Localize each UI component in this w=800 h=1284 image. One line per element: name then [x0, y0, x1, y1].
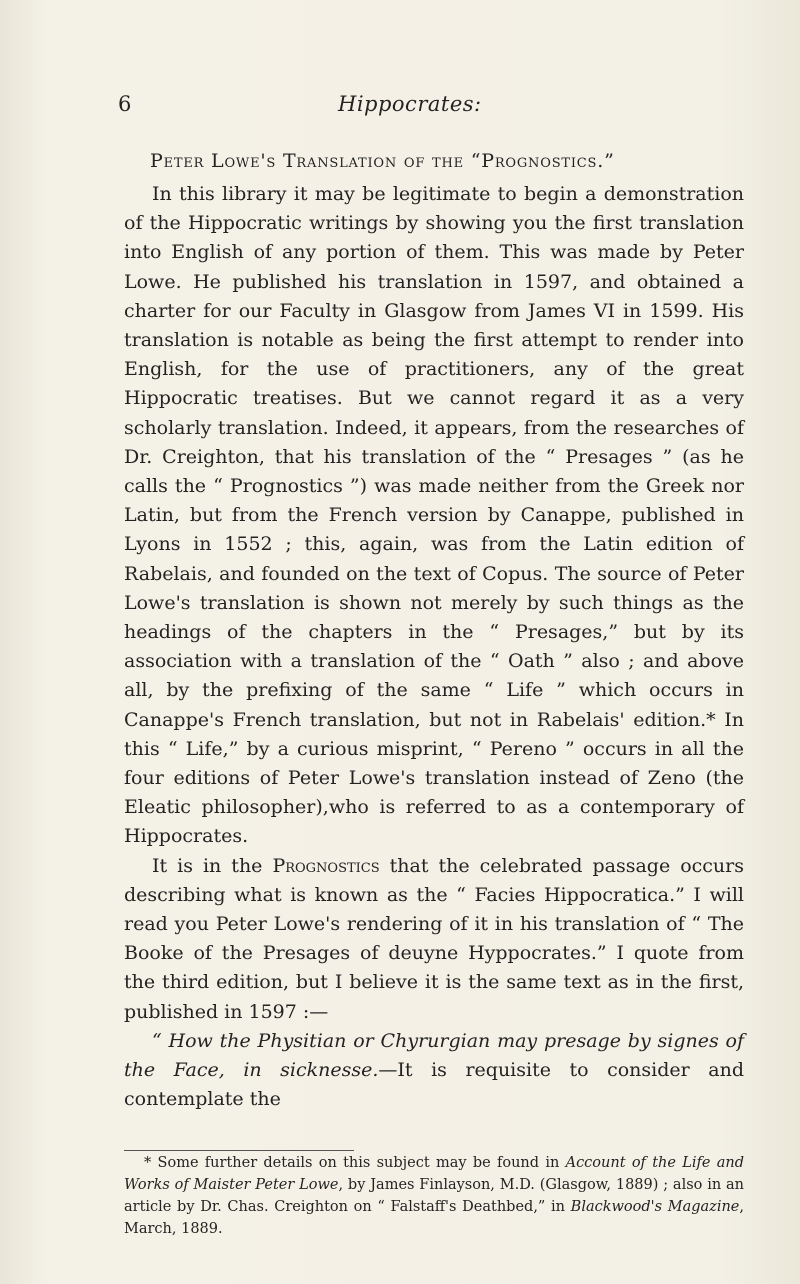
- paragraph-2-start: It is in the: [152, 854, 273, 877]
- page-header: [118, 92, 738, 122]
- footnote-magazine-title: Blackwood's Magazine: [570, 1199, 740, 1215]
- footnote-part-a: * Some further details on this subject may be found in: [144, 1155, 566, 1171]
- footnote-book-title: Account of the Life and Works of Maister Peter Lowe: [124, 1155, 744, 1193]
- body-text: [124, 180, 744, 1115]
- footnote-text: [124, 1152, 744, 1240]
- paragraph-2: [124, 852, 744, 1027]
- quotation-heading: “ How the Physitian or Chyrurgian may presage by signes of the Face, in sicknesse.: [124, 1029, 744, 1082]
- footnote: [124, 1152, 744, 1240]
- quotation-text: —It is requisite to consider and contemplate the: [124, 1059, 744, 1111]
- footnote-part-e: , March, 1889.: [124, 1199, 744, 1237]
- prognostics-small-caps: Prognostics: [272, 854, 380, 877]
- footnote-rule: [124, 1150, 354, 1151]
- running-title: Hippocrates:: [338, 92, 482, 116]
- paragraph-2-rest: that the celebrated passage occurs describing what is known as the “ Facies Hippocratica.” I will read you Peter Lowe's rendering of it in his translation of “ The Booke of the Presages of deuyne Hyppocrates.” I quote from the third edition, but I believe it is the same text as in the first, published in 1597 :—: [124, 854, 744, 1023]
- section-heading: Peter Lowe's Translation of the “Prognostics.”: [150, 150, 615, 172]
- page-number: 6: [118, 92, 132, 116]
- quotation-paragraph: [124, 1027, 744, 1115]
- footnote-part-c: , by James Finlayson, M.D. (Glasgow, 1889) ; also in an article by Dr. Chas. Creighton on “ Falstaff's Deathbed,” in: [124, 1177, 744, 1215]
- paragraph-1: In this library it may be legitimate to begin a demonstration of the Hippocratic writings by showing you the first translation into English of any portion of them. This was made by Peter Lowe. He published his translation in 1597, and obtained a charter for our Faculty in Glasgow from James VI in 1599. His translation is notable as being the first attempt to render into English, for the use of practitioners, any of the great Hippocratic treatises. But we cannot regard it as a very scholarly translation. Indeed, it appears, from the researches of Dr. Creighton, that his translation of the “ Presages ” (as he calls the “ Prognostics ”) was made neither from the Greek nor Latin, but from the French version by Canappe, published in Lyons in 1552 ; this, again, was from the Latin edition of Rabelais, and founded on the text of Copus. The source of Peter Lowe's translation is shown not merely by such things as the headings of the chapters in the “ Presages,” but by its association with a translation of the “ Oath ” also ; and above all, by the prefixing of the same “ Life ” which occurs in Canappe's French translation, but not in Rabelais' edition.* In this “ Life,” by a curious misprint, “ Pereno ” occurs in all the four editions of Peter Lowe's translation instead of Zeno (the Eleatic philosopher),who is referred to as a contemporary of Hippocrates.: [124, 183, 744, 848]
